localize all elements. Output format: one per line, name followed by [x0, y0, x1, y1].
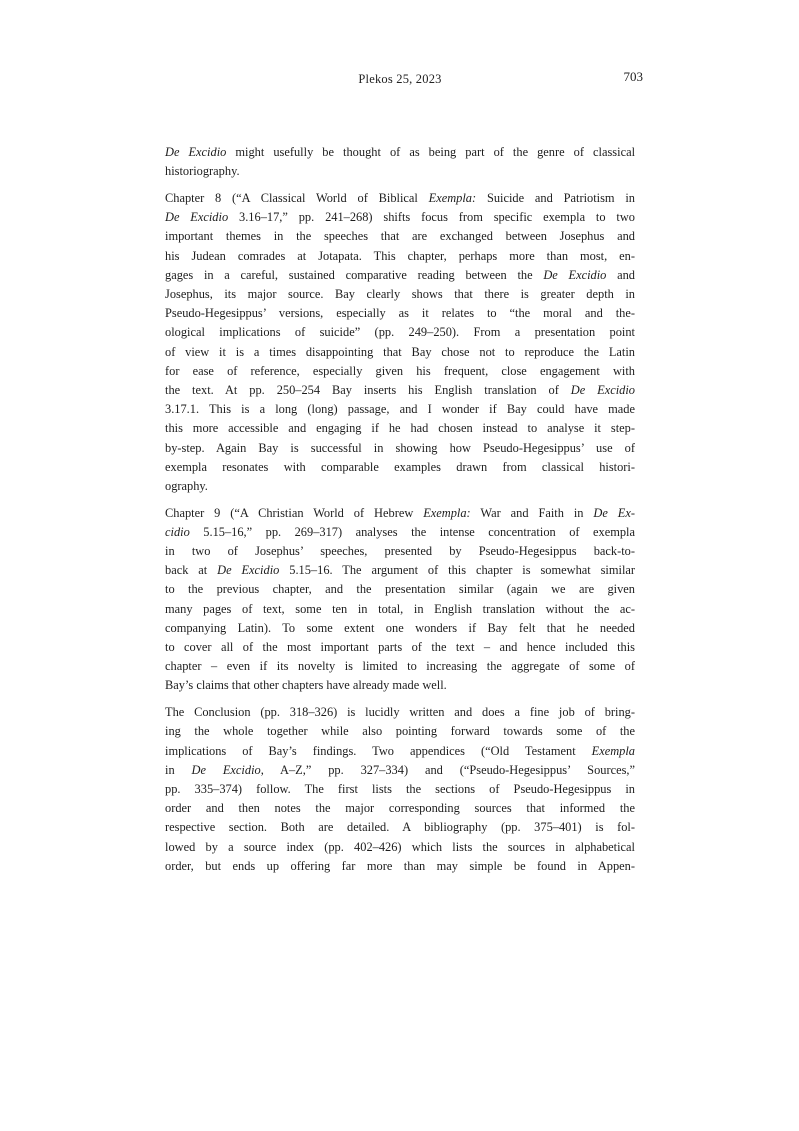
page-number: 703 [623, 69, 643, 84]
italic-text-run: cidio [165, 524, 190, 539]
text-run: 5.15–16,” pp. 269–317) analyses the intense concentration of exempla [189, 524, 635, 539]
text-run: order, but ends up offering far more than may simple be found in Appen- [165, 858, 635, 873]
paragraph [165, 504, 635, 696]
text-run: to cover all of the most important parts of the text – and hence included this [165, 640, 635, 655]
text-line [165, 419, 635, 438]
text-line [165, 838, 635, 857]
text-run: 3.16–17,” pp. 241–268) shifts focus from specific exempla to two [228, 210, 636, 225]
italic-text-run: De Excidio [570, 382, 635, 397]
italic-text-run: De Excidio [165, 210, 229, 225]
text-run: companying Latin). To some extent one wonders if Bay felt that he needed [165, 620, 635, 635]
text-line [165, 638, 635, 657]
text-line [165, 304, 635, 323]
text-line [165, 189, 635, 208]
text-run: and [606, 267, 635, 282]
text-line [165, 523, 635, 542]
text-run: important themes in the speeches that are exchanged between Josephus and [165, 229, 635, 244]
italic-text-run: De Ex- [593, 505, 635, 520]
text-line [165, 722, 635, 741]
text-run: order and then notes the major corresponding sources that informed the [165, 801, 635, 816]
text-line [165, 504, 635, 523]
text-line [165, 542, 635, 561]
text-line [165, 857, 635, 876]
italic-text-run: Exempla: [423, 505, 471, 520]
text-line [165, 799, 635, 818]
text-run: the text. At pp. 250–254 Bay inserts his English translation of [165, 382, 571, 397]
text-column [165, 143, 635, 884]
text-line [165, 285, 635, 304]
text-line [165, 742, 635, 761]
text-run: Chapter 9 (“A Christian World of Hebrew [165, 505, 424, 520]
text-line [165, 657, 635, 676]
text-run: Suicide and Patriotism in [476, 190, 635, 205]
text-line [165, 619, 635, 638]
italic-text-run: Exempla: [428, 190, 477, 205]
text-line [165, 703, 635, 722]
text-line [165, 561, 635, 580]
text-run: for ease of reference, especially given his frequent, close engagement with [165, 363, 635, 378]
italic-text-run: De Excidio [165, 145, 227, 159]
paragraph [165, 143, 635, 181]
italic-text-run: Exempla [591, 743, 635, 758]
text-run: War and Faith in [470, 505, 594, 520]
text-run: back at [165, 563, 218, 578]
text-line [165, 676, 635, 695]
text-run: exempla resonates with comparable examples drawn from classical histori- [165, 459, 635, 474]
text-run: in [165, 762, 192, 777]
text-line [165, 400, 635, 419]
text-run: historiography. [165, 164, 240, 179]
text-line [165, 343, 635, 362]
text-line [165, 143, 635, 162]
paragraph [165, 189, 635, 496]
text-run: 3.17.1. This is a long (long) passage, and I wonder if Bay could have made [165, 402, 635, 417]
italic-text-run: De Excidio [543, 267, 607, 282]
text-line [165, 381, 635, 400]
text-line [165, 323, 635, 342]
running-header: Plekos 25, 2023 [358, 72, 442, 86]
text-run: Chapter 8 (“A Classical World of Biblical [165, 190, 429, 205]
text-run: ological implications of suicide” (pp. 249–250). From a presentation point [165, 325, 635, 340]
text-line [165, 247, 635, 266]
text-run: chapter – even if its novelty is limited to increasing the aggregate of some of [165, 659, 635, 674]
text-run: his Judean comrades at Jotapata. This chapter, perhaps more than most, en- [165, 248, 635, 263]
text-line [165, 208, 635, 227]
text-run: 5.15–16. The argument of this chapter is somewhat similar [279, 563, 636, 578]
text-run: ography. [165, 478, 208, 493]
text-run: of view it is a times disappointing that Bay chose not to reproduce the Latin [165, 344, 635, 359]
text-line [165, 458, 635, 477]
text-line [165, 600, 635, 619]
text-run: many pages of text, some ten in total, in English translation without the ac- [165, 601, 635, 616]
text-run: respective section. Both are detailed. A bibliography (pp. 375–401) is fol- [165, 820, 635, 835]
text-run: Pseudo-Hegesippus’ versions, especially as it relates to “the moral and the- [165, 306, 635, 321]
text-line [165, 818, 635, 837]
text-line [165, 761, 635, 780]
text-run: gages in a careful, sustained comparative reading between the [165, 267, 544, 282]
text-run: implications of Bay’s findings. Two appendices (“Old Testament [165, 743, 592, 758]
text-run: ing the whole together while also pointing forward towards some of the [165, 724, 635, 739]
text-run: Josephus, its major source. Bay clearly shows that there is greater depth in [165, 286, 635, 301]
text-run: this more accessible and engaging if he had chosen instead to analyse it step- [165, 421, 635, 436]
text-run: pp. 335–374) follow. The first lists the sections of Pseudo-Hegesippus in [165, 782, 635, 796]
text-run: Bay’s claims that other chapters have already made well. [165, 678, 447, 693]
italic-text-run: De Excidio [191, 762, 261, 777]
text-line [165, 439, 635, 458]
text-run: in two of Josephus’ speeches, presented by Pseudo-Hegesippus back-to- [165, 544, 635, 559]
text-line [165, 780, 635, 799]
text-run: to the previous chapter, and the presentation similar (again we are given [165, 582, 635, 597]
text-run: might usefully be thought of as being part of the genre of classical [226, 145, 636, 159]
text-line [165, 266, 635, 285]
italic-text-run: De Excidio [217, 563, 280, 578]
text-run: , A–Z,” pp. 327–334) and (“Pseudo-Hegesippus’ Sources,” [260, 762, 636, 777]
text-line [165, 227, 635, 246]
text-line [165, 162, 635, 181]
text-run: lowed by a source index (pp. 402–426) which lists the sources in alphabetical [165, 839, 635, 854]
text-line [165, 580, 635, 599]
paragraph [165, 703, 635, 876]
text-line [165, 477, 635, 496]
text-line [165, 362, 635, 381]
text-run: by-step. Again Bay is successful in showing how Pseudo-Hegesippus’ use of [165, 440, 635, 455]
text-run: The Conclusion (pp. 318–326) is lucidly written and does a fine job of bring- [165, 705, 635, 720]
